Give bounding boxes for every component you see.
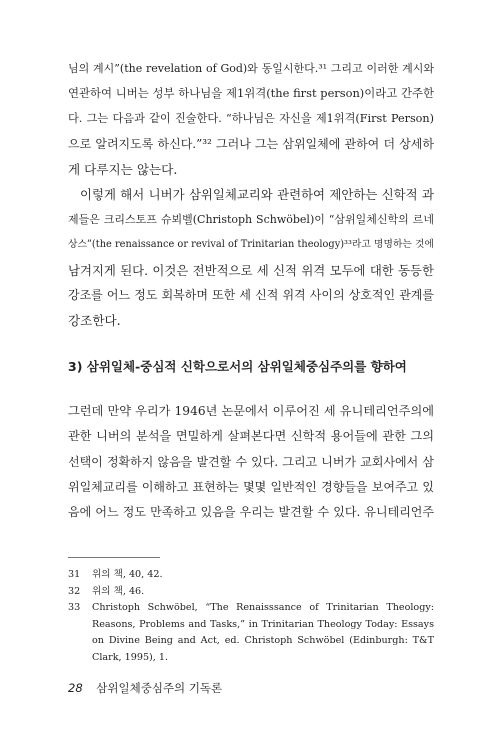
paragraph-3: [68, 399, 434, 525]
footnote-number: 33: [68, 602, 81, 614]
text-line: 게 다루지는 않는다.: [68, 161, 178, 177]
section-heading: 3) 삼위일체-중심적 신학으로서의 삼위일체중심주의를 향하여: [68, 359, 407, 375]
text-line: 강조한다.: [68, 313, 121, 329]
text-line: 관한 니버의 분석을 면밀하게 살펴본다면 신학적 용어들에 관한 그의: [68, 429, 434, 444]
footnote-text: 위의 책, 40, 42.: [92, 569, 163, 581]
text-line: 남겨지게 된다. 이것은 전반적으로 세 신적 위격 모두에 대한 동등한: [68, 262, 434, 278]
text-line: 다. 그는 다음과 같이 진술한다. “하나님은 자신을 제1위격(First Person): [68, 112, 434, 126]
paragraph-1: [68, 56, 434, 182]
page-number: 28: [68, 681, 83, 695]
text-line: 으로 알려지도록 하신다.”³² 그러나 그는 삼위일체에 관하여 더 상세하: [68, 136, 434, 151]
footnote-divider: [68, 557, 160, 558]
text-line: 제들은 크리스토프 슈뵈벨(Christoph Schwöbel)이 “삼위일체신학의 르네: [68, 213, 434, 227]
text-line: 님의 계시”(the revelation of God)와 동일시한다.³¹ 그리고 이러한 계시와: [68, 62, 434, 75]
text-line: 음에 어느 정도 만족하고 있음을 우리는 발견할 수 있다. 유니테리언주: [68, 505, 434, 520]
page-body: [68, 56, 434, 666]
text-line: 선택이 정확하지 않음을 발견할 수 있다. 그리고 니버가 교회사에서 삼: [68, 454, 434, 469]
running-title: 삼위일체중심주의 기독론: [96, 681, 223, 695]
text-line: 상스”(the renaissance or revival of Trinitarian theology)³³라고 명명하는 것에: [68, 239, 434, 251]
text-line: 위일체교리를 이해하고 표현하는 몇몇 일반적인 경향들을 보여주고 있: [68, 479, 434, 494]
text-line: 그런데 만약 우리가 1946년 논문에서 이루어진 세 유니테리언주의에: [68, 404, 434, 419]
footnote-32: [68, 584, 434, 601]
paragraph-2: [68, 182, 434, 333]
footnote-33: [68, 600, 434, 666]
footnote-number: 32: [68, 585, 81, 597]
page-footer: [68, 680, 222, 696]
text-line: 이렇게 해서 니버가 삼위일체교리와 관련하여 제안하는 신학적 과: [80, 187, 434, 203]
text-line: 강조를 어느 정도 회복하며 또한 세 신적 위격 사이의 상호적인 관계를: [68, 287, 434, 302]
footnote-number: 31: [68, 569, 81, 581]
footnote-text: Christoph Schwöbel, “The Renaisssance of Trinitarian Theology: Reasons, Problems and Tasks,” in Trinitarian Theology Today: Essays on Divine Being and Act, ed. Christoph Schwöbel (Edinburgh: T&T Clark, 1995), 1.: [92, 602, 434, 663]
footnote-text: 위의 책, 46.: [92, 585, 145, 597]
footnote-31: [68, 567, 434, 584]
text-line: 연관하여 니버는 성부 하나님을 제1위격(the first person)이라고 간주한: [68, 86, 434, 101]
